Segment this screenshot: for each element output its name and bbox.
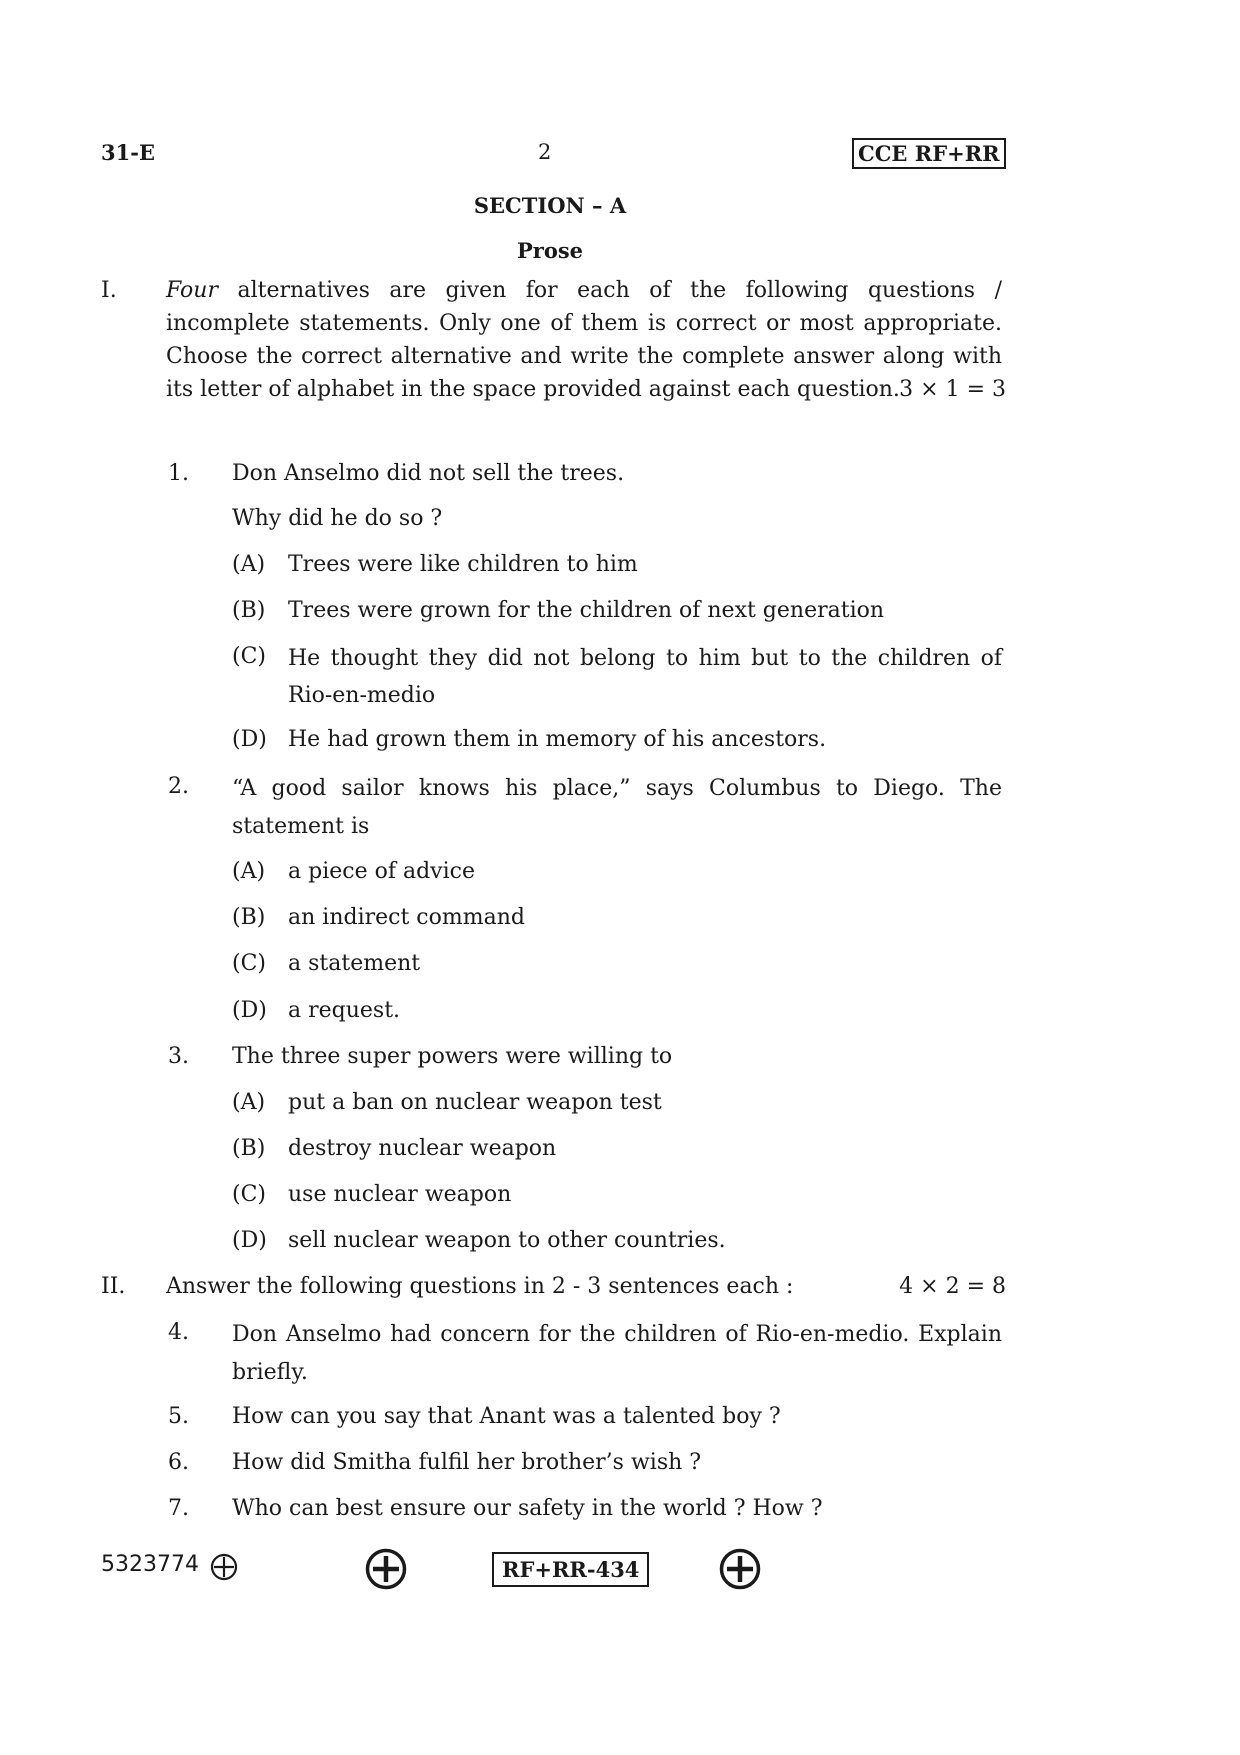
part-number: II. bbox=[101, 1274, 126, 1299]
instruction-text: alternatives are given for each of the following questions / incomplete statements. Only one of them is correct or most appropriate. Choose the correct alternative and write the complete answer along with its letter of alphabet in the space provided against each question. bbox=[166, 278, 1002, 402]
question-number: 2. bbox=[168, 774, 189, 799]
part-marks: 3 × 1 = 3 bbox=[899, 377, 1006, 402]
serial-number: 5323774 bbox=[101, 1552, 199, 1577]
instruction-emphasis: Four bbox=[166, 278, 218, 303]
option-text: use nuclear weapon bbox=[288, 1182, 512, 1207]
option-text: sell nuclear weapon to other countries. bbox=[288, 1228, 726, 1253]
question-subtext: Why did he do so ? bbox=[232, 506, 443, 531]
question-number: 3. bbox=[168, 1044, 189, 1069]
section-subtitle: Prose bbox=[516, 238, 584, 263]
option-text: a statement bbox=[288, 951, 421, 976]
option-text: He had grown them in memory of his ancestors. bbox=[288, 727, 827, 752]
option-letter: (B) bbox=[232, 1136, 266, 1161]
option-letter: (C) bbox=[232, 644, 266, 669]
option-text: Trees were like children to him bbox=[288, 552, 638, 577]
paper-code: 31-E bbox=[101, 140, 155, 165]
question-text: How did Smitha fulfil her brother’s wish ? bbox=[232, 1450, 702, 1475]
code-label: RF+RR-434 bbox=[492, 1552, 649, 1587]
question-text: Don Anselmo had concern for the children of Rio-en-medio. Explain briefly. bbox=[232, 1322, 1002, 1385]
option-letter: (A) bbox=[232, 552, 266, 577]
section-title: SECTION – A bbox=[473, 193, 627, 218]
option-letter: (A) bbox=[232, 1090, 266, 1115]
part-instruction: Answer the following questions in 2 - 3 sentences each : bbox=[166, 1274, 794, 1299]
question-text: Who can best ensure our safety in the world ? How ? bbox=[232, 1496, 823, 1521]
option-text: put a ban on nuclear weapon test bbox=[288, 1090, 662, 1115]
question-text: Don Anselmo did not sell the trees. bbox=[232, 461, 625, 486]
part-number: I. bbox=[101, 278, 117, 303]
circled-plus-icon bbox=[210, 1553, 238, 1581]
option-letter: (C) bbox=[232, 1182, 266, 1207]
option-text: an indirect command bbox=[288, 905, 525, 930]
question-text: The three super powers were willing to bbox=[232, 1044, 673, 1069]
option-letter: (B) bbox=[232, 598, 266, 623]
option-letter: (D) bbox=[232, 1228, 267, 1253]
option-text: He thought they did not belong to him but to the children of Rio-en-medio bbox=[288, 646, 1002, 708]
option-text: destroy nuclear weapon bbox=[288, 1136, 557, 1161]
option-letter: (A) bbox=[232, 859, 266, 884]
option-letter: (C) bbox=[232, 951, 266, 976]
option-text: a piece of advice bbox=[288, 859, 475, 884]
question-text: “A good sailor knows his place,” says Columbus to Diego. The statement is bbox=[232, 776, 1002, 839]
circled-plus-icon bbox=[365, 1548, 407, 1590]
question-number: 4. bbox=[168, 1320, 189, 1345]
option-letter: (B) bbox=[232, 905, 266, 930]
question-number: 1. bbox=[168, 461, 189, 486]
page-number: 2 bbox=[538, 140, 552, 164]
question-number: 7. bbox=[168, 1496, 189, 1521]
question-text: How can you say that Anant was a talented boy ? bbox=[232, 1404, 781, 1429]
series-label: CCE RF+RR bbox=[852, 138, 1006, 169]
circled-plus-icon bbox=[719, 1548, 761, 1590]
question-number: 6. bbox=[168, 1450, 189, 1475]
option-letter: (D) bbox=[232, 998, 267, 1023]
option-text: Trees were grown for the children of next generation bbox=[288, 598, 885, 623]
part-marks: 4 × 2 = 8 bbox=[899, 1274, 1006, 1299]
question-number: 5. bbox=[168, 1404, 189, 1429]
option-text: a request. bbox=[288, 998, 401, 1023]
option-letter: (D) bbox=[232, 727, 267, 752]
